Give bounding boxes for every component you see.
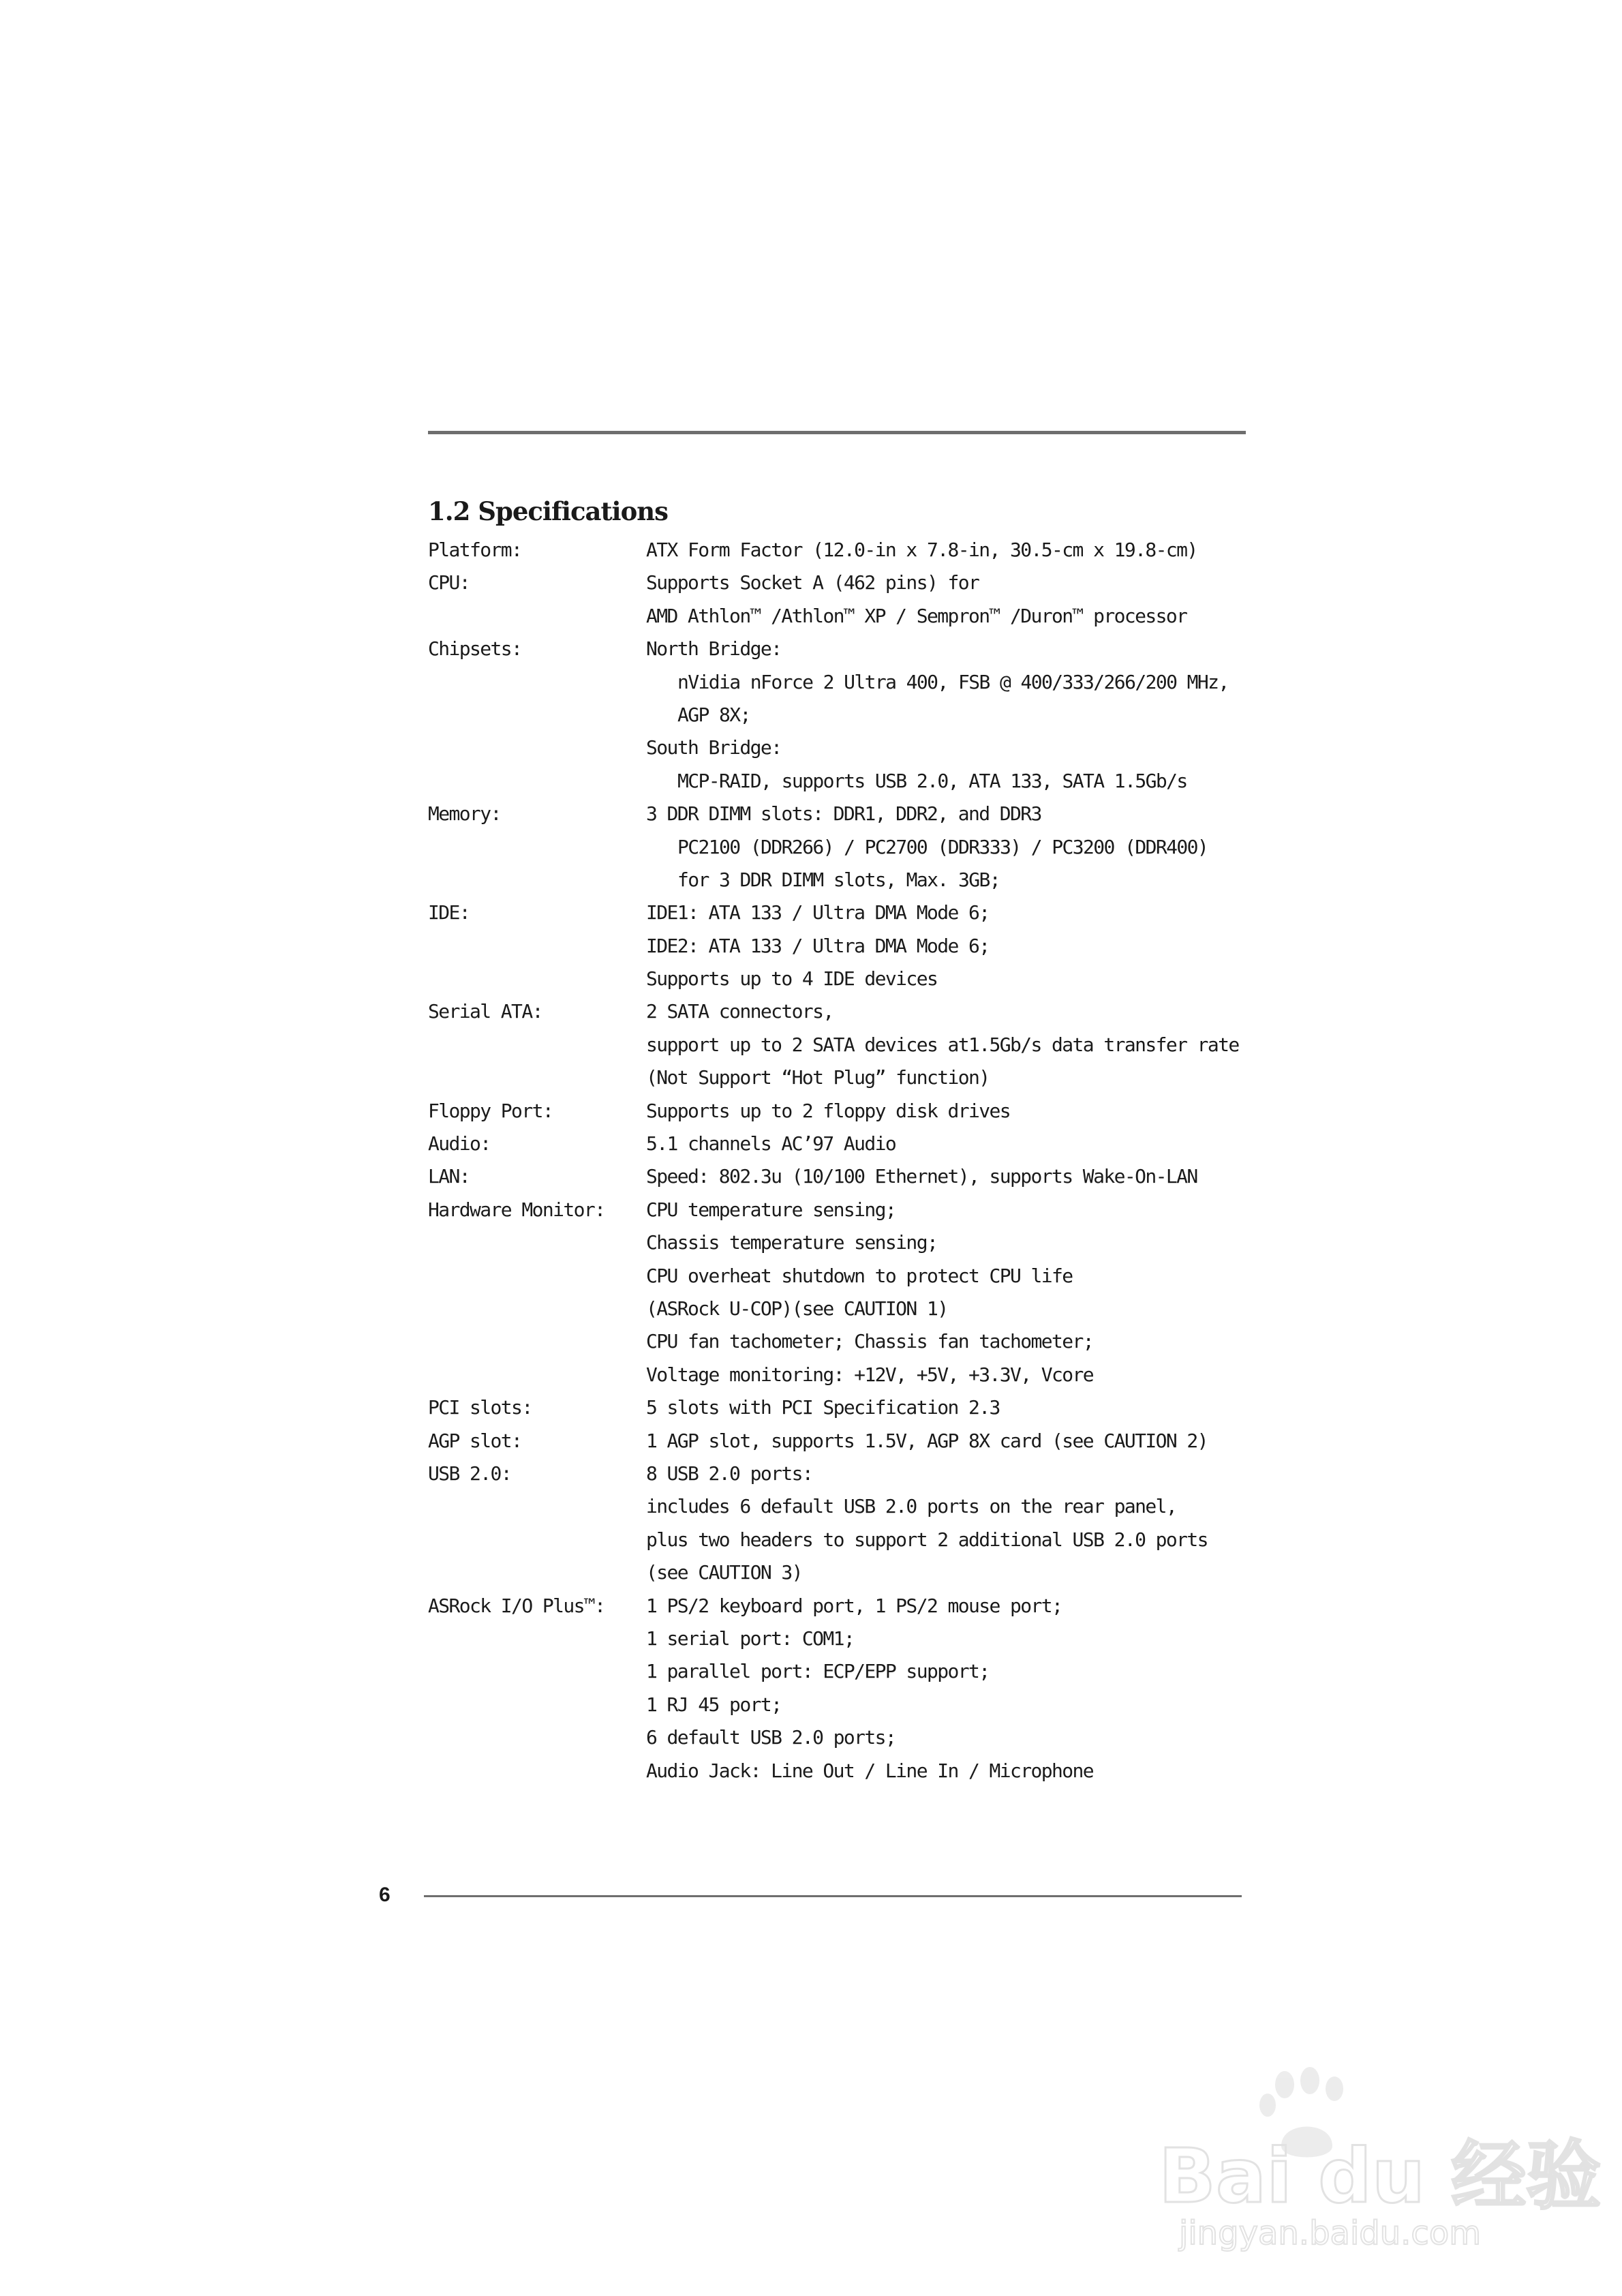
spec-value-line: ATX Form Factor (12.0-in x 7.8-in, 30.5-cm x 19.8-cm) — [646, 539, 1197, 561]
spec-value-line: support up to 2 SATA devices at1.5Gb/s data transfer rate — [646, 1033, 1239, 1056]
spec-value-line: AGP 8X; — [677, 703, 750, 726]
spec-value-line: North Bridge: — [646, 637, 782, 661]
spec-value-line: South Bridge: — [646, 736, 782, 759]
spec-row — [428, 1590, 1273, 1787]
spec-value-line: Supports up to 2 floppy disk drives — [646, 1099, 1011, 1122]
spec-value-line: 1 RJ 45 port; — [646, 1693, 782, 1716]
baidu-jingyan-watermark — [1152, 2066, 1602, 2252]
spec-values — [646, 1457, 1273, 1590]
spec-value-line: includes 6 default USB 2.0 ports on the rear panel, — [646, 1495, 1177, 1518]
spec-values — [646, 1425, 1273, 1457]
spec-row — [428, 1095, 1273, 1128]
spec-values — [646, 798, 1273, 896]
spec-row — [428, 567, 1273, 633]
spec-row — [428, 1128, 1273, 1160]
spec-label: Chipsets: — [428, 637, 522, 661]
spec-label: AGP slot: — [428, 1429, 522, 1452]
spec-value-line: CPU overheat shutdown to protect CPU life — [646, 1264, 1073, 1287]
spec-label: Serial ATA: — [428, 1000, 542, 1023]
spec-values — [646, 896, 1273, 995]
spec-value-line: (Not Support “Hot Plug” function) — [646, 1066, 990, 1089]
spec-value-line: Supports up to 4 IDE devices — [646, 967, 938, 991]
spec-label: LAN: — [428, 1165, 470, 1188]
spec-value-line: IDE2: ATA 133 / Ultra DMA Mode 6; — [646, 934, 990, 957]
spec-row — [428, 1425, 1273, 1457]
spec-row — [428, 1457, 1273, 1590]
spec-values — [646, 633, 1273, 798]
section-title: 1.2 Specifications — [428, 496, 668, 526]
spec-value-line: PC2100 (DDR266) / PC2700 (DDR333) / PC3200 (DDR400) — [677, 835, 1208, 858]
spec-value-line: Speed: 802.3u (10/100 Ethernet), supports Wake-On-LAN — [646, 1165, 1197, 1188]
footer-rule — [424, 1895, 1242, 1897]
spec-label: Floppy Port: — [428, 1099, 553, 1122]
spec-row — [428, 1391, 1273, 1424]
spec-value-line: CPU temperature sensing; — [646, 1198, 896, 1221]
spec-value-line: MCP-RAID, supports USB 2.0, ATA 133, SATA 1.5Gb/s — [677, 769, 1187, 792]
spec-value-line: nVidia nForce 2 Ultra 400, FSB @ 400/333/266/200 MHz, — [677, 670, 1229, 693]
spec-value-line: 2 SATA connectors, — [646, 1000, 833, 1023]
spec-value-line: 1 AGP slot, supports 1.5V, AGP 8X card (see CAUTION 2) — [646, 1429, 1208, 1452]
spec-values — [646, 567, 1273, 633]
spec-values — [646, 1160, 1273, 1193]
spec-value-line: (ASRock U-COP)(see CAUTION 1) — [646, 1297, 948, 1320]
spec-value-line: Supports Socket A (462 pins) for — [646, 571, 979, 594]
spec-label: CPU: — [428, 571, 470, 594]
spec-row — [428, 633, 1273, 798]
spec-row — [428, 1160, 1273, 1193]
spec-label: Audio: — [428, 1132, 491, 1155]
spec-value-line: 8 USB 2.0 ports: — [646, 1462, 813, 1485]
spec-values — [646, 1095, 1273, 1128]
spec-label: ASRock I/O Plus™: — [428, 1594, 605, 1617]
spec-value-line: 5 slots with PCI Specification 2.3 — [646, 1396, 1000, 1419]
spec-label: Platform: — [428, 539, 522, 561]
watermark-url-mark: jingyan.baidu.com — [1179, 2214, 1481, 2252]
spec-value-line: AMD Athlon™ /Athlon™ XP / Sempron™ /Duron™ processor — [646, 604, 1187, 627]
spec-row — [428, 1194, 1273, 1391]
spec-label: Memory: — [428, 802, 501, 826]
spec-value-line: 6 default USB 2.0 ports; — [646, 1726, 896, 1749]
spec-row — [428, 534, 1273, 567]
spec-values — [646, 1128, 1273, 1160]
page-number: 6 — [379, 1884, 391, 1906]
spec-row — [428, 896, 1273, 995]
spec-label: USB 2.0: — [428, 1462, 512, 1485]
spec-table — [428, 534, 1273, 1787]
spec-value-line: for 3 DDR DIMM slots, Max. 3GB; — [677, 868, 1000, 891]
spec-value-line: IDE1: ATA 133 / Ultra DMA Mode 6; — [646, 901, 990, 924]
spec-label: IDE: — [428, 901, 470, 924]
spec-label: Hardware Monitor: — [428, 1198, 605, 1221]
spec-row — [428, 798, 1273, 896]
spec-value-line: Voltage monitoring: +12V, +5V, +3.3V, Vcore — [646, 1363, 1094, 1386]
spec-value-line: Audio Jack: Line Out / Line In / Microphone — [646, 1759, 1094, 1782]
spec-values — [646, 1590, 1273, 1787]
spec-value-line: 1 parallel port: ECP/EPP support; — [646, 1660, 990, 1683]
spec-values — [646, 1194, 1273, 1391]
spec-value-line: 3 DDR DIMM slots: DDR1, DDR2, and DDR3 — [646, 802, 1041, 826]
spec-value-line: (see CAUTION 3) — [646, 1561, 802, 1584]
spec-label: PCI slots: — [428, 1396, 532, 1419]
spec-values — [646, 534, 1273, 567]
spec-value-line: CPU fan tachometer; Chassis fan tachometer; — [646, 1330, 1094, 1353]
spec-value-line: 5.1 channels AC’97 Audio — [646, 1132, 896, 1155]
spec-value-line: 1 serial port: COM1; — [646, 1627, 855, 1650]
top-rule — [428, 431, 1246, 434]
spec-values — [646, 995, 1273, 1094]
spec-values — [646, 1391, 1273, 1424]
spec-row — [428, 995, 1273, 1094]
spec-value-line: 1 PS/2 keyboard port, 1 PS/2 mouse port; — [646, 1594, 1062, 1617]
spec-value-line: plus two headers to support 2 additional USB 2.0 ports — [646, 1528, 1208, 1551]
spec-value-line: Chassis temperature sensing; — [646, 1231, 938, 1254]
watermark-brand-mark: Bai du 经验 — [1159, 2132, 1602, 2220]
